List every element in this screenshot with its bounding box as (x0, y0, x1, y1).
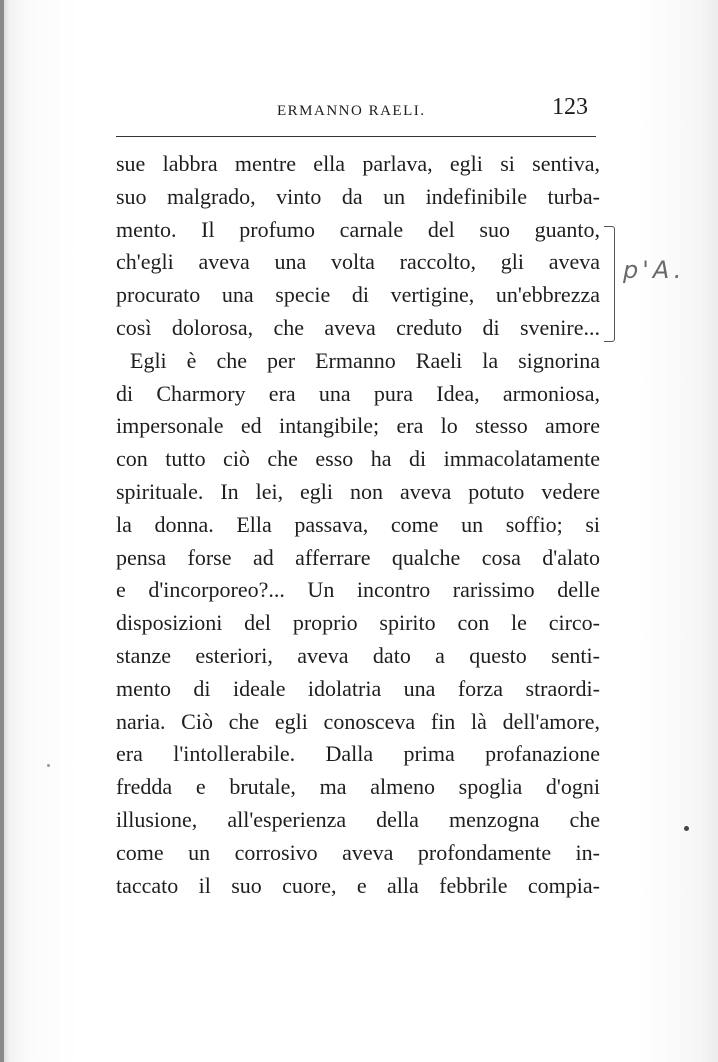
text-line: ch'egli aveva una volta raccolto, gli aveva (116, 249, 600, 275)
text-line: impersonale ed intangibile; era lo stesso amore (116, 413, 600, 439)
text-line: spirituale. In lei, egli non aveva potuto vedere (116, 478, 600, 504)
header-rule (116, 136, 596, 137)
text-line: illusione, all'esperienza della menzogna che (116, 806, 600, 832)
handwritten-margin-note: p'A. (623, 256, 686, 284)
text-line: pensa forse ad afferrare qualche cosa d'alato (116, 544, 600, 570)
text-line: suo malgrado, vinto da un indefinibile turba- (116, 183, 600, 209)
text-line: procurato una specie di vertigine, un'ebbrezza (116, 282, 600, 308)
binding-edge (0, 0, 4, 1062)
text-line: fredda e brutale, ma almeno spoglia d'ogni (116, 774, 600, 800)
text-line: di Charmory era una pura Idea, armoniosa, (116, 380, 600, 406)
text-line: stanze esteriori, aveva dato a questo senti- (116, 642, 600, 668)
text-line: naria. Ciò che egli conosceva fin là dell'amore, (116, 708, 600, 734)
text-line: sue labbra mentre ella parlava, egli si sentiva, (116, 151, 600, 176)
text-line: così dolorosa, che aveva creduto di svenire... (116, 314, 600, 340)
ink-speck (684, 826, 689, 831)
body-text (116, 148, 600, 902)
text-line: la donna. Ella passava, come un soffio; si (116, 511, 600, 537)
text-line: e d'incorporeo?... Un incontro rarissimo delle (116, 577, 600, 603)
text-line: taccato il suo cuore, e alla febbrile compia- (116, 872, 600, 898)
text-line: come un corrosivo aveva profondamente in- (116, 839, 600, 865)
running-title: ERMANNO RAELI. (277, 103, 426, 119)
margin-bracket (604, 226, 615, 342)
text-line: Egli è che per Ermanno Raeli la signorina (130, 347, 600, 373)
ink-speck (47, 764, 50, 767)
text-line: disposizioni del proprio spirito con le circo- (116, 610, 600, 636)
page-number: 123 (552, 94, 588, 120)
text-line: mento di ideale idolatria una forza straordi- (116, 675, 600, 701)
text-line: mento. Il profumo carnale del suo guanto, (116, 216, 600, 242)
text-line: era l'intollerabile. Dalla prima profanazione (116, 741, 600, 767)
text-line: con tutto ciò che esso ha di immacolatamente (116, 446, 600, 472)
